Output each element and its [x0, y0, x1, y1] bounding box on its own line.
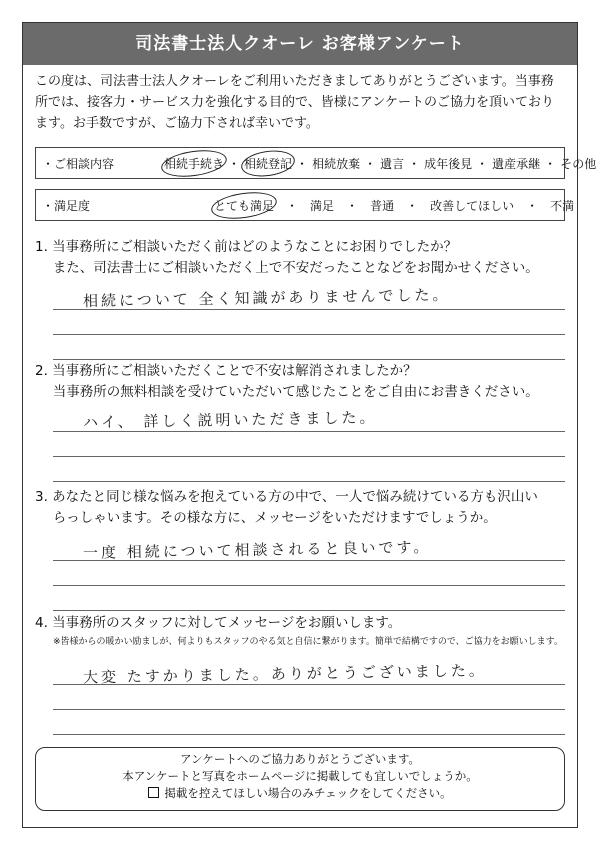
option-fuman[interactable]: 不満: [550, 198, 575, 213]
answer-line: [53, 734, 565, 735]
answer-4: 大変 たすかりました。ありがとうございました。: [82, 661, 487, 687]
answer-line: [53, 684, 565, 685]
question-3: [35, 487, 565, 529]
answer-line: [53, 481, 565, 482]
option-seinen-kouken[interactable]: 成年後見: [424, 156, 473, 171]
question-4-note: ※皆様からの暖かい励ましが、何よりもスタッフのやる気と自信に繋がります。簡単で結構ですので、ご協力をお願いします。: [53, 637, 563, 647]
answer-line: [53, 709, 565, 710]
publish-opt-out-checkbox[interactable]: [148, 787, 159, 798]
intro-line: この度は、司法書士法人クオーレをご利用いただきましてありがとうございます。当事務: [35, 74, 554, 89]
consult-options: [164, 155, 596, 172]
footer-checkbox-label: 掲載を控えてほしい場合のみチェックをしてください。: [164, 786, 452, 800]
question-line: 2. 当事務所にご相談いただくことで不安は解消されましたか？: [35, 363, 417, 379]
option-totemo-manzoku[interactable]: とても満足: [214, 198, 275, 213]
answer-line: [53, 431, 565, 432]
option-souzoku-touki[interactable]: 相続登記: [244, 156, 293, 171]
option-isan-shoukei[interactable]: 遺産承継: [492, 156, 541, 171]
answer-line: [53, 334, 565, 335]
separator: ・: [544, 156, 557, 171]
satisfaction-label: ・満足度: [42, 198, 91, 213]
answer-1: 相続について 全く知識がありませんでした。: [82, 285, 451, 311]
satisfaction-box: [35, 189, 575, 221]
intro-line: 所では、接客力・サービス力を強化する目的で、皆様にアンケートのご協力を頂いており: [35, 95, 554, 110]
footer-checkbox-row: [36, 785, 564, 802]
separator: ・: [476, 156, 489, 171]
option-manzoku[interactable]: 満足: [310, 198, 335, 213]
answer-line: [53, 560, 565, 561]
separator: ・: [364, 156, 377, 171]
question-4: [35, 613, 565, 634]
separator: ・: [526, 198, 539, 213]
answer-line: [53, 610, 565, 611]
footer-thanks: アンケートへのご協力ありがとうございます。: [180, 752, 420, 766]
option-kaizen[interactable]: 改善してほしい: [430, 198, 515, 213]
option-sonota[interactable]: その他: [560, 156, 597, 171]
option-futsuu[interactable]: 普通: [370, 198, 395, 213]
consult-type-label: ・ご相談内容: [42, 156, 115, 171]
separator: ・: [296, 156, 309, 171]
question-line: 当事務所の無料相談を受けていただいて感じたことをご自由にお書きください。: [35, 384, 539, 400]
footer-box: [35, 747, 565, 811]
separator: ・: [408, 156, 421, 171]
answer-2: ハイ、 詳しく説明いただきました。: [82, 408, 378, 432]
footer-question: 本アンケートと写真をホームページに掲載しても宜しいでしょうか。: [122, 769, 478, 783]
question-line: らっしゃいます。その様な方に、メッセージをいただけますでしょうか。: [35, 510, 497, 526]
answer-line: [53, 309, 565, 310]
answer-line: [53, 359, 565, 360]
consult-type-box: [35, 147, 597, 179]
question-line: また、司法書士にご相談いただく上で不安だったことなどをお聞かせください。: [35, 260, 539, 276]
question-1: [35, 237, 565, 279]
separator: ・: [406, 198, 419, 213]
form-title: 司法書士法人クオーレ お客様アンケート: [23, 23, 577, 65]
answer-line: [53, 585, 565, 586]
question-line: 4. 当事務所のスタッフに対してメッセージをお願いします。: [35, 615, 402, 631]
question-2: [35, 361, 565, 403]
option-souzoku-tetsuzuki[interactable]: 相続手続き: [164, 156, 225, 171]
answer-3: 一度 相続について相談されると良いです。: [82, 537, 432, 563]
question-line: 3. あなたと同じ様な悩みを抱えている方の中で、一人で悩み続けている方も沢山い: [35, 489, 538, 505]
satisfaction-options: [214, 197, 574, 214]
intro-text: [35, 71, 565, 134]
survey-form: [22, 22, 597, 828]
option-yuigon[interactable]: 遺言: [380, 156, 405, 171]
option-souzoku-houki[interactable]: 相続放棄: [312, 156, 361, 171]
separator: ・: [346, 198, 359, 213]
separator: ・: [286, 198, 299, 213]
question-line: 1. 当事務所にご相談いただく前はどのようなことにお困りでしたか？: [35, 239, 458, 255]
intro-line: ます。お手数ですが、ご協力下されば幸いです。: [35, 116, 319, 131]
separator: ・: [228, 156, 241, 171]
answer-line: [53, 456, 565, 457]
